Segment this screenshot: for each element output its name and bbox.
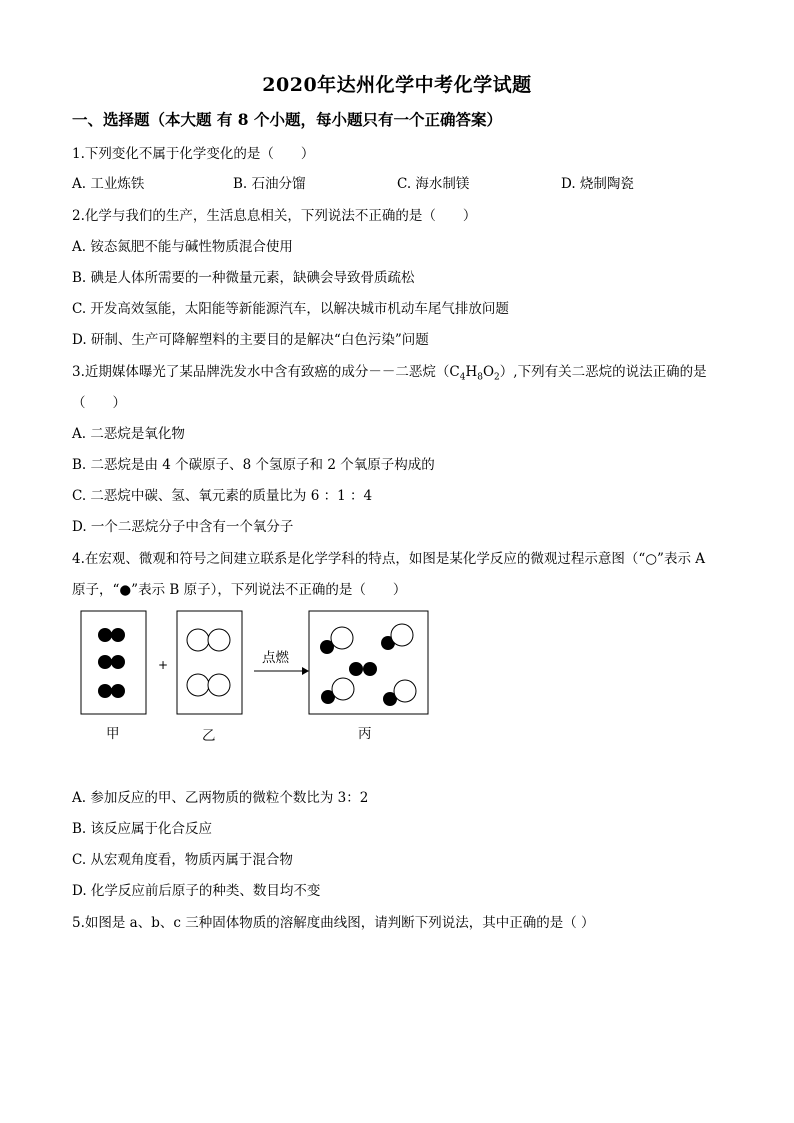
molecule-bing-ab-3	[321, 678, 354, 704]
q3-sub-o: 2	[494, 372, 500, 383]
q2-option-d: D. 研制、生产可降解塑料的主要目的是解决“白色污染”问题	[72, 332, 429, 348]
q1-option-c: C. 海水制镁	[397, 176, 470, 192]
q3-option-a: A. 二恶烷是氧化物	[72, 426, 185, 442]
q3-option-d: D. 一个二恶烷分子中含有一个氧分子	[72, 519, 294, 535]
q3-stem-pre: 3.近期媒体曝光了某品牌洗发水中含有致癌的成分－－二恶烷（C	[72, 364, 460, 380]
q3-option-b: B. 二恶烷是由 4 个碳原子、8 个氢原子和 2 个氧原子构成的	[72, 457, 435, 473]
q3-stem-line2: （ ）	[72, 395, 126, 411]
molecule-jia-2	[98, 655, 125, 669]
q3-o: O	[482, 364, 495, 380]
molecule-yi-1	[187, 629, 230, 651]
q2-stem: 2.化学与我们的生产，生活息息相关，下列说法不正确的是（ ）	[72, 208, 477, 224]
molecule-yi-2	[187, 674, 230, 696]
q3-sub-h: 8	[477, 372, 483, 383]
label-jia: 甲	[106, 726, 120, 742]
q2-option-c: C. 开发高效氢能，太阳能等新能源汽车，以解决城市机动车尾气排放问题	[72, 301, 509, 317]
arrow-label: 点燃	[262, 650, 289, 666]
page-title: 2020年达州化学中考化学试题	[262, 74, 532, 96]
q4-option-d: D. 化学反应前后原子的种类、数目均不变	[72, 883, 321, 899]
q1-option-b: B. 石油分馏	[233, 176, 306, 192]
molecule-bing-ab-2	[381, 624, 413, 650]
q4-option-c: C. 从宏观角度看，物质丙属于混合物	[72, 852, 293, 868]
q4-option-b: B. 该反应属于化合反应	[72, 821, 213, 837]
q3-stem-post: ）,下列有关二恶烷的说法正确的是	[499, 364, 707, 380]
molecule-jia-1	[98, 628, 125, 642]
q3-option-c: C. 二恶烷中碳、氢、氧元素的质量比为 6 ：1 ：4	[72, 488, 373, 504]
q2-option-b: B. 碘是人体所需要的一种微量元素，缺碘会导致骨质疏松	[72, 270, 415, 286]
section-heading: 一、选择题（本大题 有 8 个小题，每小题只有一个正确答案）	[72, 110, 502, 129]
q3-h: H	[465, 364, 478, 380]
arrow-head	[302, 667, 309, 675]
q3-stem	[72, 360, 707, 383]
label-bing: 丙	[358, 726, 372, 742]
plus-sign: +	[158, 658, 169, 672]
q4-option-a: A. 参加反应的甲、乙两物质的微粒个数比为 3：2	[72, 790, 369, 806]
molecule-bing-bb	[349, 662, 377, 676]
q2-option-a: A. 铵态氮肥不能与碱性物质混合使用	[72, 239, 293, 255]
q5-stem: 5.如图是 a、b、c 三种固体物质的溶解度曲线图，请判断下列说法，其中正确的是（ ）	[72, 915, 595, 931]
molecule-bing-ab-4	[383, 680, 416, 706]
reaction-diagram-svg	[72, 605, 442, 720]
q3-sub-c: 4	[459, 372, 466, 383]
q4-stem-line1: 4.在宏观、微观和符号之间建立联系是化学学科的特点，如图是某化学反应的微观过程示意图（“○”表示 A	[72, 551, 706, 567]
q1-option-d: D. 烧制陶瓷	[561, 176, 634, 192]
q1-option-a: A. 工业炼铁	[72, 176, 145, 192]
q4-stem-line2: 原子，“●”表示 B 原子），下列说法不正确的是（ ）	[72, 582, 407, 598]
reaction-diagram	[72, 605, 442, 755]
label-yi: 乙	[202, 728, 216, 744]
box-yi	[177, 611, 242, 714]
q1-stem: 1.下列变化不属于化学变化的是（ ）	[72, 146, 315, 162]
molecule-bing-ab-1	[320, 627, 353, 654]
molecule-jia-3	[98, 684, 125, 698]
